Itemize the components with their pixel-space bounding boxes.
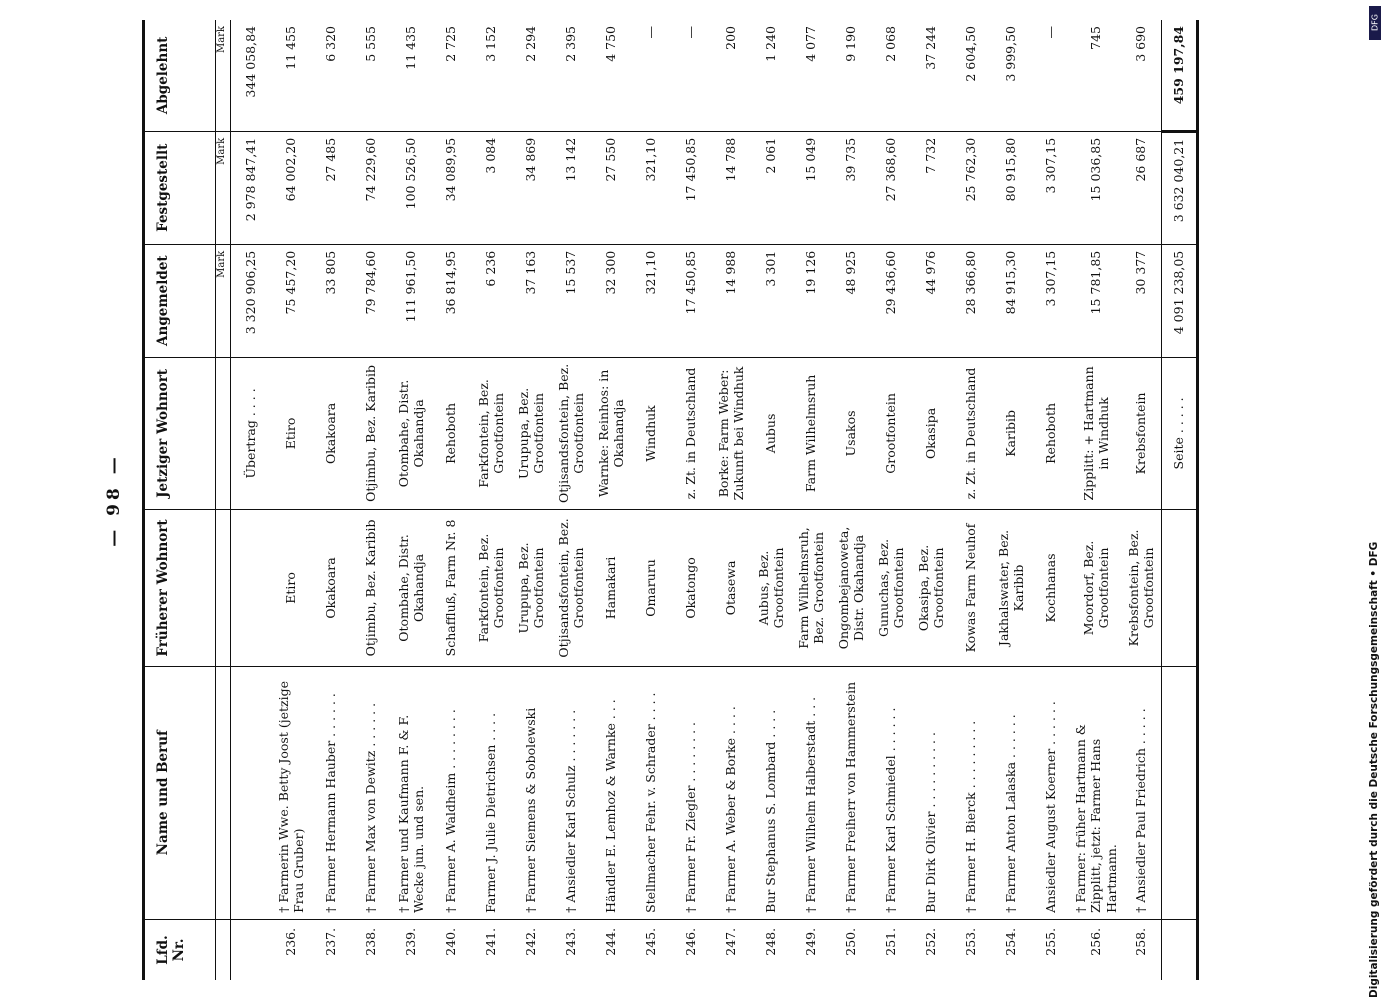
row-claimed: 29 436,60	[871, 244, 911, 357]
page-total-paid: 459 197,84	[1161, 20, 1197, 131]
row-name: † Ansiedler Karl Schulz . . . . . . .	[551, 666, 591, 919]
row-nr: 254.	[1003, 927, 1019, 956]
row-paid: —	[1031, 20, 1071, 131]
row-nr: 237.	[323, 927, 339, 956]
row-previous-residence: Urupupa, Bez. Grootfontein	[511, 510, 551, 666]
row-current-residence: Zipplitt: + Hartmann in Windhuk	[1071, 357, 1121, 510]
row-paid: 6 320	[311, 20, 351, 131]
row-current-residence: Karibib	[991, 357, 1031, 510]
row-nr: 258.	[1133, 927, 1149, 956]
row-nr: 248.	[763, 927, 779, 956]
row-current-residence: Warnke: Reinhos: in Okahandja	[591, 357, 631, 510]
row-previous-residence: Krebsfontein, Bez. Grootfontein	[1121, 510, 1162, 666]
row-paid: 4 750	[591, 20, 631, 131]
row-paid: 200	[711, 20, 751, 131]
unit-label-assessed: Mark	[216, 131, 231, 244]
dfg-logo-icon: DFG	[1369, 6, 1381, 40]
row-current-residence: Rehoboth	[1031, 357, 1071, 510]
row-claimed: 33 805	[311, 244, 351, 357]
row-previous-residence: Otjimbu, Bez. Karibib	[351, 510, 391, 666]
page-total-assessed: 3 632 040,21	[1161, 131, 1197, 244]
row-nr: 255.	[1043, 927, 1059, 956]
col-header-previous-residence: Früherer Wohnort	[144, 510, 216, 666]
row-name: † Farmer Hermann Hauber . . . . . .	[311, 666, 351, 919]
table-row	[951, 20, 991, 980]
row-name: † Farmer Siemens & Sobolewski	[511, 666, 551, 919]
row-assessed: 3 084	[471, 131, 511, 244]
row-paid: —	[631, 20, 671, 131]
row-current-residence: z. Zt. in Deutschland	[951, 357, 991, 510]
row-paid: 745	[1071, 20, 1121, 131]
row-current-residence: Otjimbu, Bez. Karibib	[351, 357, 391, 510]
row-current-residence: Okakoara	[311, 357, 351, 510]
row-assessed: 27 550	[591, 131, 631, 244]
row-name: † Farmer H. Bierck . . . . . . . . .	[951, 666, 991, 919]
row-assessed: 34 869	[511, 131, 551, 244]
row-name: Farmer J. Julie Dietrichsen . . . .	[471, 666, 511, 919]
row-name: † Farmerin Wwe. Betty Joost (jetzige Frau Gruber)	[271, 666, 311, 919]
table-row	[591, 20, 631, 980]
row-current-residence: Otombahe, Distr. Okahandja	[391, 357, 431, 510]
table-row	[871, 20, 911, 980]
row-paid: 2 725	[431, 20, 471, 131]
row-current-residence: Usakos	[831, 357, 871, 510]
row-previous-residence: Otasewa	[711, 510, 751, 666]
table-row	[511, 20, 551, 980]
row-current-residence: Farkfontein, Bez. Grootfontein	[471, 357, 511, 510]
row-assessed: 3 307,15	[1031, 131, 1071, 244]
row-previous-residence: Kochhanas	[1031, 510, 1071, 666]
unit-label-paid: Mark	[216, 20, 231, 131]
table-body	[231, 20, 1162, 980]
rotated-page-content	[96, 20, 1336, 980]
row-nr: 250.	[843, 927, 859, 956]
row-current-residence: Windhuk	[631, 357, 671, 510]
row-assessed: 25 762,30	[951, 131, 991, 244]
row-claimed: 3 301	[751, 244, 791, 357]
row-current-residence: Rehoboth	[431, 357, 471, 510]
row-paid: 11 435	[391, 20, 431, 131]
table-row	[751, 20, 791, 980]
row-claimed: 44 976	[911, 244, 951, 357]
row-previous-residence: Otjisandsfontein, Bez. Grootfontein	[551, 510, 591, 666]
col-header-nr: Lfd. Nr.	[144, 919, 216, 980]
row-current-residence: Okasipa	[911, 357, 951, 510]
row-assessed: 15 036,85	[1071, 131, 1121, 244]
page-total-row	[1161, 20, 1197, 980]
table-unit-row	[216, 20, 231, 980]
carry-over-paid: 344 058,84	[231, 20, 272, 131]
row-paid: 9 190	[831, 20, 871, 131]
row-name: † Farmer A. Weber & Borke . . . .	[711, 666, 751, 919]
row-name: Händler E. Lemhoz & Warnke . . .	[591, 666, 631, 919]
table-row	[1071, 20, 1121, 980]
row-name: Ansiedler August Koerner . . . . . .	[1031, 666, 1071, 919]
row-claimed: 15 781,85	[1071, 244, 1121, 357]
row-claimed: 79 784,60	[351, 244, 391, 357]
row-name: † Farmer: früher Hartmann & Zipplitt, jetzt: Farmer Hans Hartmann.	[1071, 666, 1121, 919]
row-current-residence: Etiro	[271, 357, 311, 510]
page-number: — 98 —	[104, 453, 124, 547]
row-paid: —	[671, 20, 711, 131]
table-row	[271, 20, 311, 980]
table-row	[551, 20, 591, 980]
row-previous-residence: Kowas Farm Neuhof	[951, 510, 991, 666]
row-assessed: 7 732	[911, 131, 951, 244]
row-claimed: 3 307,15	[1031, 244, 1071, 357]
row-assessed: 80 915,80	[991, 131, 1031, 244]
row-nr: 247.	[723, 927, 739, 956]
row-previous-residence: Moordorf, Bez. Grootfontein	[1071, 510, 1121, 666]
row-name: † Farmer A. Waldheim . . . . . . . .	[431, 666, 471, 919]
row-paid: 2 068	[871, 20, 911, 131]
col-header-paid: Abgelehnt	[144, 20, 216, 131]
row-nr: 240.	[443, 927, 459, 956]
table-row	[671, 20, 711, 980]
row-nr: 244.	[603, 927, 619, 956]
row-name: † Farmer Freiherr von Hammerstein	[831, 666, 871, 919]
table-row	[471, 20, 511, 980]
carry-over-label: Übertrag . . . .	[231, 357, 272, 510]
row-previous-residence: Okasipa, Bez. Grootfontein	[911, 510, 951, 666]
row-previous-residence: Otombahe, Distr. Okahandja	[391, 510, 431, 666]
row-previous-residence: Etiro	[271, 510, 311, 666]
row-current-residence: Krebsfontein	[1121, 357, 1162, 510]
row-assessed: 27 485	[311, 131, 351, 244]
row-claimed: 32 300	[591, 244, 631, 357]
row-previous-residence: Okatongo	[671, 510, 711, 666]
row-previous-residence: Omaruru	[631, 510, 671, 666]
row-assessed: 39 735	[831, 131, 871, 244]
row-current-residence: Grootfontein	[871, 357, 911, 510]
col-header-name: Name und Beruf	[144, 666, 216, 919]
row-nr: 253.	[963, 927, 979, 956]
row-paid: 2 294	[511, 20, 551, 131]
page-total-label: Seite . . . . .	[1161, 357, 1197, 510]
row-claimed: 36 814,95	[431, 244, 471, 357]
row-nr: 256.	[1088, 927, 1104, 956]
row-paid: 2 604,50	[951, 20, 991, 131]
row-current-residence: Aubus	[751, 357, 791, 510]
row-name: † Farmer Wilhelm Halberstadt . . .	[791, 666, 831, 919]
table-row	[831, 20, 871, 980]
row-previous-residence: Jakhalswater, Bez. Karibib	[991, 510, 1031, 666]
page-total-claimed: 4 091 238,05	[1161, 244, 1197, 357]
row-paid: 2 395	[551, 20, 591, 131]
row-name: Bur Stephanus S. Lombard . . . .	[751, 666, 791, 919]
row-previous-residence: Aubus, Bez. Grootfontein	[751, 510, 791, 666]
table-row	[991, 20, 1031, 980]
row-name: † Farmer Max von Dewitz . . . . . .	[351, 666, 391, 919]
row-previous-residence: Farkfontein, Bez. Grootfontein	[471, 510, 511, 666]
table-row	[631, 20, 671, 980]
row-claimed: 17 450,85	[671, 244, 711, 357]
row-previous-residence: Okakoara	[311, 510, 351, 666]
row-nr: 238.	[363, 927, 379, 956]
row-name: † Farmer Fr. Ziegler . . . . . . . .	[671, 666, 711, 919]
row-paid: 3 999,50	[991, 20, 1031, 131]
row-nr: 245.	[643, 927, 659, 956]
row-name: Bur Dirk Olivier . . . . . . . . . .	[911, 666, 951, 919]
table-row	[1121, 20, 1162, 980]
row-assessed: 100 526,50	[391, 131, 431, 244]
row-claimed: 75 457,20	[271, 244, 311, 357]
row-assessed: 27 368,60	[871, 131, 911, 244]
table-row	[1031, 20, 1071, 980]
row-assessed: 26 687	[1121, 131, 1162, 244]
carry-over-row	[231, 20, 272, 980]
row-name: † Farmer Karl Schmiedel . . . . . .	[871, 666, 911, 919]
row-claimed: 321,10	[631, 244, 671, 357]
row-assessed: 64 002,20	[271, 131, 311, 244]
row-paid: 3 152	[471, 20, 511, 131]
row-current-residence: Otjisandsfontein, Bez. Grootfontein	[551, 357, 591, 510]
row-assessed: 2 061	[751, 131, 791, 244]
row-name: † Farmer Anton Lalaska . . . . . .	[991, 666, 1031, 919]
table-header-row	[144, 20, 216, 980]
row-claimed: 30 377	[1121, 244, 1162, 357]
row-claimed: 84 915,30	[991, 244, 1031, 357]
row-name: † Farmer und Kaufmann F. & F. Wecke jun. und sen.	[391, 666, 431, 919]
row-assessed: 14 788	[711, 131, 751, 244]
row-nr: 236.	[283, 927, 299, 956]
row-paid: 11 455	[271, 20, 311, 131]
row-claimed: 19 126	[791, 244, 831, 357]
row-current-residence: Borke: Farm Weber: Zukunft bei Windhuk	[711, 357, 751, 510]
table-row	[311, 20, 351, 980]
row-paid: 3 690	[1121, 20, 1162, 131]
row-previous-residence: Schaffluß, Farm Nr. 8	[431, 510, 471, 666]
col-header-assessed: Festgestellt	[144, 131, 216, 244]
row-assessed: 15 049	[791, 131, 831, 244]
row-current-residence: Urupupa, Bez. Grootfontein	[511, 357, 551, 510]
claims-table	[142, 20, 1199, 980]
col-header-claimed: Angemeldet	[144, 244, 216, 357]
row-assessed: 13 142	[551, 131, 591, 244]
row-paid: 1 240	[751, 20, 791, 131]
carry-over-claimed: 3 320 906,25	[231, 244, 272, 357]
row-assessed: 321,10	[631, 131, 671, 244]
row-assessed: 17 450,85	[671, 131, 711, 244]
row-claimed: 14 988	[711, 244, 751, 357]
table-row	[351, 20, 391, 980]
table-row	[791, 20, 831, 980]
row-name: Stellmacher Fehr. v. Schrader . . . .	[631, 666, 671, 919]
row-paid: 37 244	[911, 20, 951, 131]
row-assessed: 74 229,60	[351, 131, 391, 244]
row-claimed: 15 537	[551, 244, 591, 357]
row-claimed: 37 163	[511, 244, 551, 357]
row-paid: 4 077	[791, 20, 831, 131]
row-claimed: 6 236	[471, 244, 511, 357]
table-row	[391, 20, 431, 980]
row-claimed: 111 961,50	[391, 244, 431, 357]
row-nr: 246.	[683, 927, 699, 956]
row-previous-residence: Hamakari	[591, 510, 631, 666]
table-row	[911, 20, 951, 980]
row-previous-residence: Gunuchas, Bez. Grootfontein	[871, 510, 911, 666]
row-paid: 5 555	[351, 20, 391, 131]
row-current-residence: z. Zt. in Deutschland	[671, 357, 711, 510]
row-nr: 243.	[563, 927, 579, 956]
row-nr: 251.	[883, 927, 899, 956]
row-claimed: 48 925	[831, 244, 871, 357]
digitization-credit: Digitalisierung gefördert durch die Deutsche Forschungsgemeinschaft • DFG	[1368, 541, 1380, 998]
table-row	[711, 20, 751, 980]
row-nr: 242.	[523, 927, 539, 956]
col-header-current-residence: Jetziger Wohnort	[144, 357, 216, 510]
table-row	[431, 20, 471, 980]
row-previous-residence: Farm Wilhelmsruh, Bez. Grootfontein	[791, 510, 831, 666]
row-previous-residence: Ongombejanoweta, Distr. Okahandja	[831, 510, 871, 666]
row-current-residence: Farm Wilhelmsruh	[791, 357, 831, 510]
row-assessed: 34 089,95	[431, 131, 471, 244]
unit-label-claimed: Mark	[216, 244, 231, 357]
row-nr: 241.	[483, 927, 499, 956]
row-nr: 239.	[403, 927, 419, 956]
row-nr: 252.	[923, 927, 939, 956]
row-claimed: 28 366,80	[951, 244, 991, 357]
row-nr: 249.	[803, 927, 819, 956]
carry-over-assessed: 2 978 847,41	[231, 131, 272, 244]
row-name: † Ansiedler Paul Friedrich . . . . .	[1121, 666, 1162, 919]
